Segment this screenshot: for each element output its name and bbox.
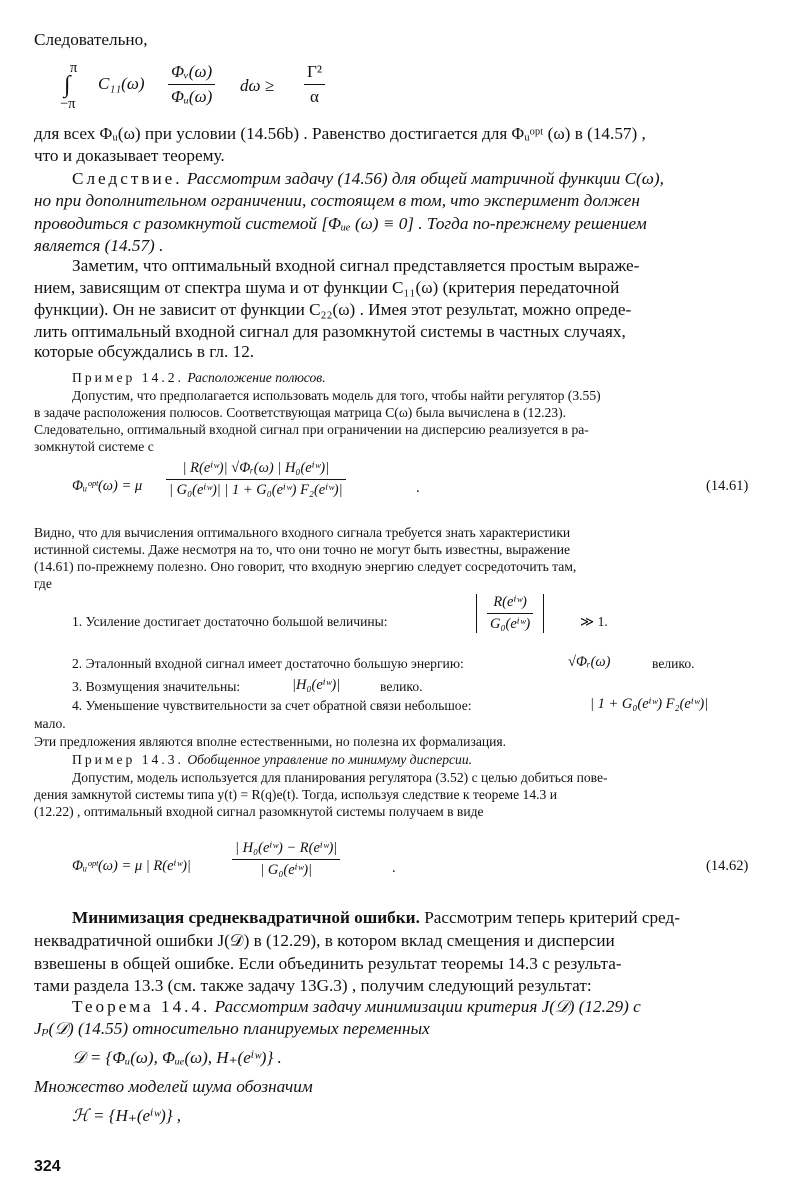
noise-models-line: Множество моделей шума обозначим: [34, 1077, 313, 1096]
eq1461-lhs: Φᵤᵒᵖᵗ(ω) = μ: [72, 478, 143, 494]
item3-formula: |H₀(eⁱʷ)|: [292, 677, 341, 693]
section-line3: взвешены в общей ошибке. Если объединить результат теоремы 14.3 с результа-: [34, 954, 622, 973]
example2-title: Обобщенное управление по минимуму дисперсии.: [187, 752, 473, 767]
integral-sign: ∫: [64, 72, 71, 98]
example2-heading: [72, 752, 472, 768]
set-H: ℋ = {H₊(eⁱʷ)} ,: [72, 1106, 182, 1125]
theorem-label: Теорема 14.4.: [72, 997, 211, 1016]
item1-formula-numerator: R(eⁱʷ): [493, 594, 527, 610]
section-title: Минимизация среднеквадратичной ошибки.: [72, 908, 420, 927]
intro-text: Следовательно,: [34, 30, 148, 49]
eq1461-number: (14.61): [706, 478, 749, 494]
corollary-line4: является (14.57) .: [34, 236, 164, 255]
ex1-line2: в задаче расположения полюсов. Соответствующая матрица C(ω) была вычислена в (12.23).: [34, 405, 567, 420]
eq1462-lhs: Φᵤᵒᵖᵗ(ω) = μ | R(eⁱʷ)|: [72, 858, 191, 874]
theorem-text-1: Рассмотрим задачу минимизации критерия J(𝒟) (12.29) с: [214, 997, 641, 1016]
para2-line2: нием, зависящим от спектра шума и от функции C₁₁(ω) (критерия передаточной: [34, 278, 620, 297]
eq1-rhs-denominator: α: [304, 84, 325, 107]
ex2-line1: Допустим, модель используется для планирования регулятора (3.52) с целью добиться пове-: [72, 770, 608, 785]
para2-line3: функции). Он не зависит от функции C₂₂(ω) . Имея этот результат, можно опреде-: [34, 300, 632, 319]
set-D: 𝒟 = {Φᵤ(ω), Φᵤₑ(ω), H₊(eⁱʷ)} .: [72, 1048, 282, 1067]
para2-line5: которые обсуждались в гл. 12.: [34, 342, 255, 361]
para3-line1: Видно, что для вычисления оптимального входного сигнала требуется знать характеристики: [34, 525, 571, 540]
para3-line3: (14.61) по-прежнему полезно. Оно говорит, что входную энергию следует сосредоточить там,: [34, 559, 577, 574]
section-line1: [72, 908, 680, 928]
example1-label: Пример 14.2.: [72, 370, 184, 385]
para2-line4: лить оптимальный входной сигнал для разомкнутой системы в частных случаях,: [34, 322, 626, 341]
book-page: Следовательно, π ∫ −π C₁₁(ω) $\frac{\text{Φᵥ(ω)}}{\text{Φᵤ(ω)}}$ dω ≥ $\frac{\text{Γ²}}{\alpha}$ для всех Φᵤ(ω) при условии (14.56b) . Равенство достигается для Φᵤᵒᵖᵗ (ω) в (14.57) , что и доказывает теорему. Следствие. Рассмотрим задачу (14.56) для общей матричной функции C(ω), но при дополнительном ограничении, состоящем в том, что эксперимент должен проводиться с разомкнутой системой [Φᵤₑ (ω) ≡ 0] . Тогда по-прежнему решением является (14.57) . Заметим, что оптимальный входной сигнал представляется простым выраже- нием, зависящим от спектра шума и от функции C₁₁(ω) (критерия передаточной функции). Он не зависит от функции C₂₂(ω) . Имея этот результат, можно опреде- лить оптимальный входной сигнал для разомкнутой системы в частных случаях, которые обсуждались в гл. 12. Пример 14.2. Расположение полюсов. Допустим, что предполагается использовать модель для того, чтобы найти регулятор (3.55) в задаче расположения полюсов. Соответствующая матрица C(ω) была вычислена в (12.23). Следовательно, оптимальный входной сигнал при ограничении на дисперсию реализуется в ра- зомкнутой системе с Φᵤᵒᵖᵗ(ω) = μ $\frac{\text{| R(eⁱʷ)| √Φᵣ(ω) | H₀(eⁱʷ)|}}{\text{| G₀(eⁱʷ)| | 1 + G₀(eⁱʷ) F₂(eⁱʷ)|}}$ . (14.61) Видно, что для вычисления оптимального входного сигнала требуется знать характеристики истинной системы. Даже несмотря на то, что они точно не могут быть известны, выражение (14.61) по-прежнему полезно. Оно говорит, что входную энергию следует сосредоточить там, где 1. Усиление достигает достаточно большой величины: $\frac{\text{R(eⁱʷ)}}{\text{G₀(eⁱʷ)}}$ ≫ 1. 2. Эталонный входной сигнал имеет достаточно большую энергию: √Φᵣ(ω) велико. 3. Возмущения значительны: |H₀(eⁱʷ)| велико. 4. Уменьшение чувствительности за счет обратной связи небольшое: | 1 + G₀(eⁱʷ) F₂(eⁱʷ)| мало. Эти предложения являются вполне естественными, но полезна их формализация. Пример 14.3. Обобщенное управление по минимуму дисперсии. Допустим, модель используется для планирования регулятора (3.52) с целью добиться пове- дения замкнутой системы типа y(t) = R(q)e(t). Тогда, используя следствие к теореме 14.3 и (12.22) , оптимальный входной сигнал разомкнутой системы получаем в виде Φᵤᵒᵖᵗ(ω) = μ | R(eⁱʷ)| $\frac{\text{| H₀(eⁱʷ) − R(eⁱʷ)|}}{\text{| G₀(eⁱʷ)|}}$ . (14.62) Минимизация среднеквадратичной ошибки. Рассмотрим теперь критерий сред- неквадратичной ошибки J(𝒟) в (12.29), в котором вклад смещения и дисперсии взвешены в общей ошибке. Если объединить результат теоремы 14.3 с результа- тами раздела 13.3 (см. также задачу 13G.3) , получим следующий результат: Теорема 14.4. Рассмотрим задачу минимизации критерия J(𝒟) (12.29) с Jₚ(𝒟) (14.55) относительно планируемых переменных 𝒟 = {Φᵤ(ω), Φᵤₑ(ω), H₊(eⁱʷ)} . Множество моделей шума обозначим ℋ = {H₊(eⁱʷ)} , 324: [34, 30, 749, 1175]
ex1-line4: зомкнутой системе с: [34, 439, 154, 454]
page-number: 324: [34, 1158, 61, 1175]
corollary-line2: но при дополнительном ограничении, состоящем в том, что эксперимент должен: [34, 191, 640, 210]
eq1-numerator: Φᵥ(ω): [171, 62, 213, 81]
para4: Эти предложения являются вполне естественными, но полезна их формализация.: [34, 734, 507, 749]
eq1462-numerator: | H₀(eⁱʷ) − R(eⁱʷ)|: [235, 840, 338, 856]
eq1462-denominator: | G₀(eⁱʷ)|: [232, 859, 340, 879]
ex1-line1: Допустим, что предполагается использовать модель для того, чтобы найти регулятор (3.55): [72, 388, 601, 403]
corollary-text-1: Рассмотрим задачу (14.56) для общей матричной функции C(ω),: [186, 169, 664, 188]
ex2-line3: (12.22) , оптимальный входной сигнал разомкнутой системы получаем в виде: [34, 804, 484, 819]
item4-formula: | 1 + G₀(eⁱʷ) F₂(eⁱʷ)|: [590, 696, 709, 712]
integral-lower-limit: −π: [60, 96, 76, 112]
section-text-1: Рассмотрим теперь критерий сред-: [424, 908, 680, 927]
item2-tail: велико.: [652, 656, 695, 671]
item1-formula: [476, 594, 544, 633]
eq1-dw: dω ≥: [240, 76, 275, 95]
para1-line2: что и доказывает теорему.: [34, 146, 225, 165]
eq1-denominator: Φᵤ(ω): [168, 84, 215, 107]
eq1461-denominator: | G₀(eⁱʷ)| | 1 + G₀(eⁱʷ) F₂(eⁱʷ)|: [166, 479, 346, 499]
corollary-line3: проводиться с разомкнутой системой [Φᵤₑ (ω) ≡ 0] . Тогда по-прежнему решением: [34, 214, 647, 233]
ex2-line2: дения замкнутой системы типа y(t) = R(q)e(t). Тогда, используя следствие к теореме 14.3 и: [34, 787, 557, 802]
item4-text: 4. Уменьшение чувствительности за счет обратной связи небольшое:: [72, 698, 472, 713]
integral-upper-limit: π: [70, 60, 78, 76]
eq1461-numerator: | R(eⁱʷ)| √Φᵣ(ω) | H₀(eⁱʷ)|: [182, 460, 330, 476]
corollary-label: Следствие.: [72, 169, 183, 188]
theorem-line2: Jₚ(𝒟) (14.55) относительно планируемых переменных: [34, 1019, 430, 1038]
item3-tail: велико.: [380, 679, 423, 694]
item1-tail: ≫ 1.: [580, 614, 608, 629]
para3-line4: где: [34, 576, 52, 591]
eq1-rhs-numerator: Γ²: [307, 62, 322, 81]
ex1-line3: Следовательно, оптимальный входной сигнал при ограничении на дисперсию реализуется в ра-: [34, 422, 589, 437]
theorem-line1: [72, 997, 641, 1017]
item1-text: 1. Усиление достигает достаточно большой величины:: [72, 614, 388, 629]
item2-text: 2. Эталонный входной сигнал имеет достаточно большую энергию:: [72, 656, 464, 671]
item2-formula: √Φᵣ(ω): [568, 654, 611, 670]
eq1-lhs: C₁₁(ω): [98, 74, 145, 93]
section-line4: тами раздела 13.3 (см. также задачу 13G.3) , получим следующий результат:: [34, 976, 592, 995]
para1-line1: для всех Φᵤ(ω) при условии (14.56b) . Равенство достигается для Φᵤᵒᵖᵗ (ω) в (14.57) ,: [34, 124, 646, 143]
item1-formula-denominator: G₀(eⁱʷ): [487, 613, 533, 633]
example1-title: Расположение полюсов.: [187, 370, 326, 385]
para2-line1: Заметим, что оптимальный входной сигнал представляется простым выраже-: [72, 256, 640, 275]
item4-tail: мало.: [34, 716, 66, 731]
corollary-line1: [72, 169, 664, 189]
eq1462-number: (14.62): [706, 858, 749, 874]
example1-heading: [72, 370, 326, 386]
para3-line2: истинной системы. Даже несмотря на то, что они точно не могут быть известны, выражение: [34, 542, 571, 557]
item3-text: 3. Возмущения значительны:: [72, 679, 241, 694]
section-line2: неквадратичной ошибки J(𝒟) в (12.29), в котором вклад смещения и дисперсии: [34, 931, 615, 950]
example2-label: Пример 14.3.: [72, 752, 184, 767]
